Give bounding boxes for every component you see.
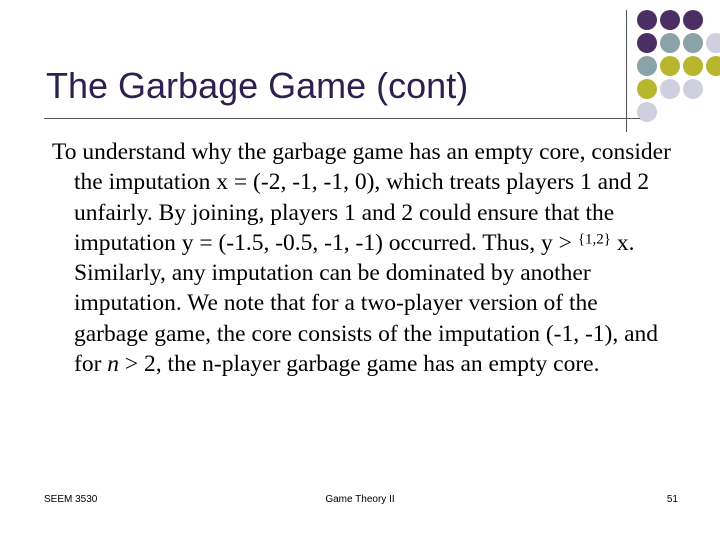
coalition-superscript: {1,2} [577,231,611,248]
decorative-dot [637,102,657,122]
decorative-dot [637,79,657,99]
decorative-dot [637,56,657,76]
decorative-dot [660,79,680,99]
decorative-dot [637,33,657,53]
slide-title: The Garbage Game (cont) [46,65,469,106]
title-underline [44,118,640,119]
decorative-dot [706,56,720,76]
decorative-dot [660,10,680,30]
footer-course-code: SEEM 3530 [44,494,98,505]
decorative-dot [706,33,720,53]
footer-course-title: Game Theory II [325,494,395,505]
italic-variable-n: n [107,351,120,378]
body-text-run: To understand why the garbage game has an empty core, consider the imputation x = (-2, -1, -1, 0), which treats players 1 and 2 unfairly. By joining, players 1 and 2 could ensure that the imputation y = (-1.5, -0.5, -1, -1) occurred. Thus, y > [52,139,671,256]
decorative-dot [683,10,703,30]
body-text-run: x. Similarly, any imputation can be dominated by another imputation. We note that for a two-player version of the garbage game, the core consists of the imputation (-1, -1), and for [74,229,659,378]
decorative-dot [683,56,703,76]
body-text-run: > 2, the n-player garbage game has an empty core. [119,351,600,378]
decorative-dot [660,56,680,76]
decorative-dot [683,79,703,99]
footer-page-number: 51 [666,494,678,505]
slide-body-paragraph [52,137,672,379]
decorative-dot [683,33,703,53]
decorative-vertical-divider [626,10,627,132]
decorative-dot [660,33,680,53]
decorative-dot [637,10,657,30]
